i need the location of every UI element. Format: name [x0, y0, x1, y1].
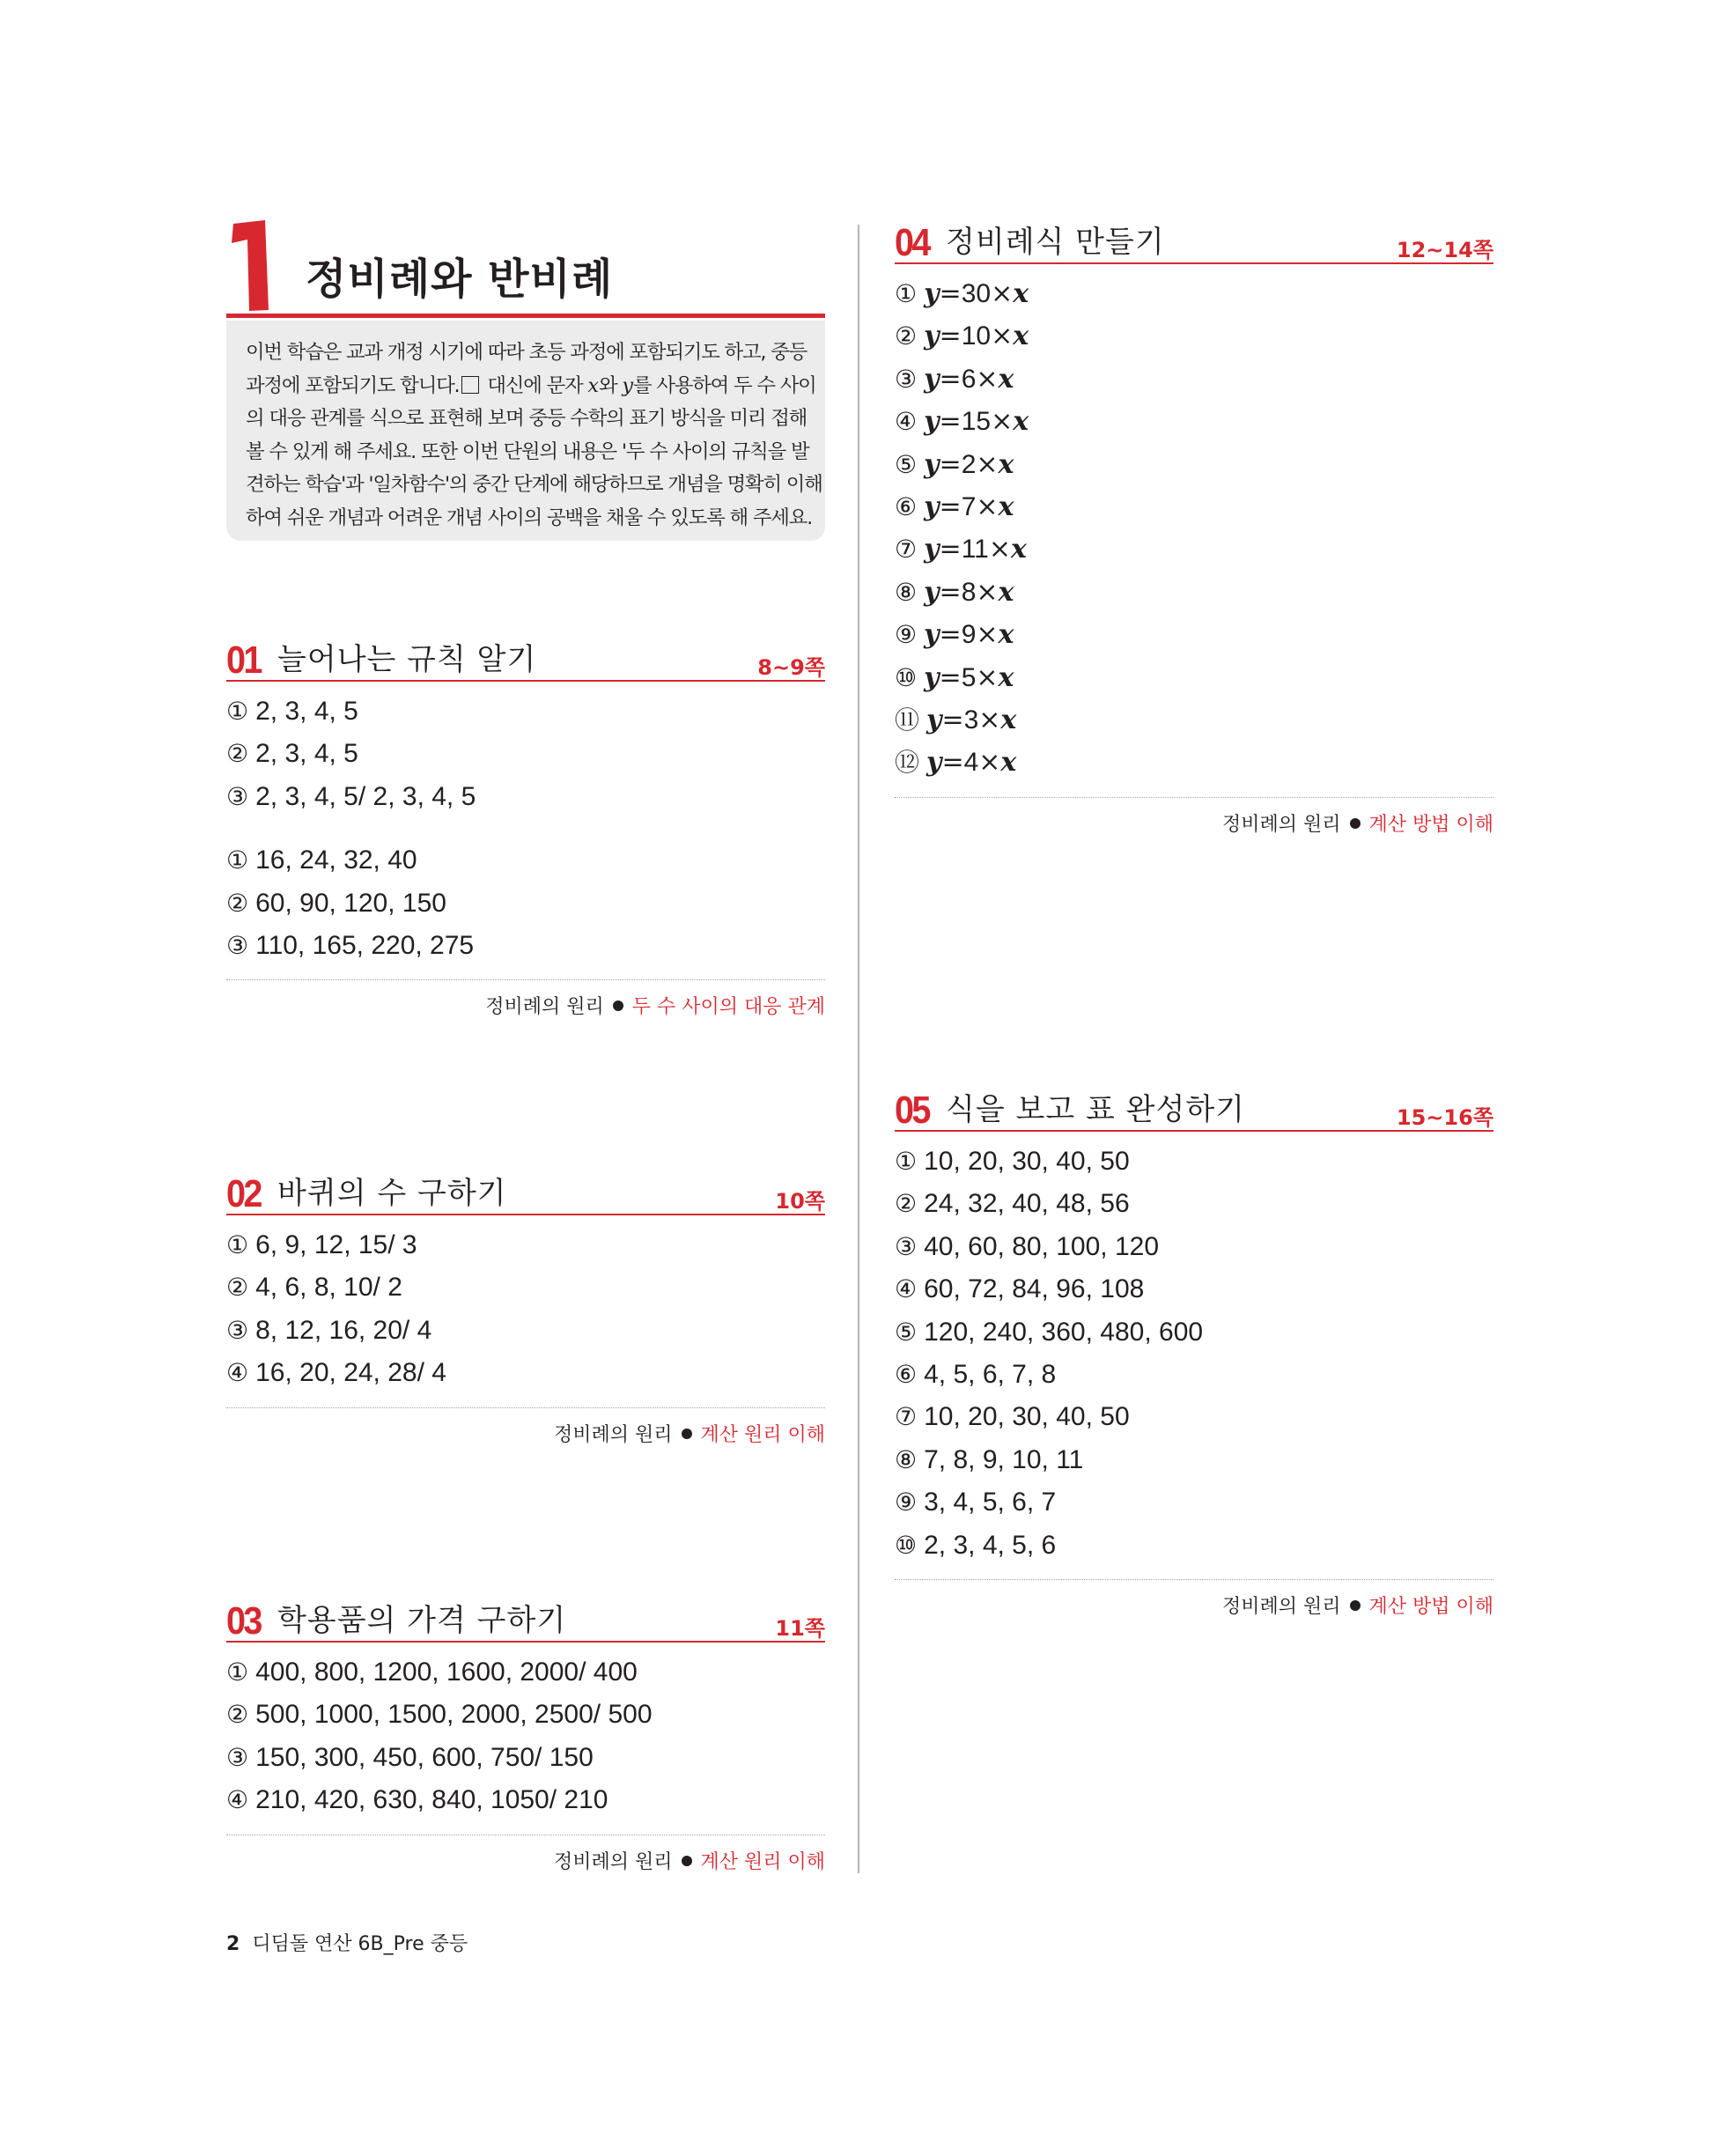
- section-footer: [895, 797, 1493, 837]
- footer-principle: 정비례의 원리: [553, 1850, 673, 1873]
- bullet-dot-icon: [613, 1000, 623, 1011]
- answer-item: ③ 2, 3, 4, 5/ 2, 3, 4, 5: [226, 781, 476, 811]
- answer-item: ④ y=15×x: [895, 406, 1029, 438]
- footer-topic: 계산 방법 이해: [1368, 813, 1493, 836]
- answer-item: ⑧ y=8×x: [895, 576, 1014, 608]
- intro-line: 하여 쉬운 개념과 어려운 개념 사이의 공백을 채울 수 있도록 해 주세요.: [246, 506, 813, 529]
- bullet-dot-icon: [1350, 1600, 1361, 1611]
- intro-line: 견하는 학습'과 '일차함수'의 중간 단계에 해당하므로 개념을 명확히 이해: [246, 473, 822, 496]
- answer-item: ⑨ 3, 4, 5, 6, 7: [895, 1488, 1057, 1517]
- section-number: 04: [895, 221, 929, 264]
- answer-item: ③ 110, 165, 220, 275: [226, 930, 475, 960]
- answer-item: ② 60, 90, 120, 150: [226, 888, 446, 918]
- answer-item: ② 500, 1000, 1500, 2000, 2500/ 500: [226, 1700, 653, 1730]
- answer-item: ⑤ 120, 240, 360, 480, 600: [895, 1317, 1204, 1347]
- answer-list: [226, 690, 825, 967]
- bullet-dot-icon: [682, 1856, 692, 1866]
- answer-item: ⑦ y=11×x: [895, 534, 1027, 565]
- answer-item: ⑧ 7, 8, 9, 10, 11: [895, 1444, 1084, 1474]
- section-04: [895, 220, 1493, 837]
- section-header: [895, 220, 1493, 264]
- section-03: [226, 1599, 825, 1874]
- section-header: [226, 638, 825, 682]
- answer-item: ② 2, 3, 4, 5: [226, 739, 358, 769]
- answer-item: ③ 8, 12, 16, 20/ 4: [226, 1315, 432, 1345]
- chapter-title: 정비례와 반비례: [306, 255, 614, 304]
- page-number: 2: [226, 1933, 240, 1955]
- answer-item: ② y=10×x: [895, 321, 1029, 352]
- section-footer: [226, 1835, 825, 1874]
- group-gap: [226, 818, 825, 839]
- section-number: 02: [226, 1172, 261, 1215]
- answer-item: ⑫ y=4×x: [895, 747, 1017, 779]
- answer-item: ④ 210, 420, 630, 840, 1050/ 210: [226, 1785, 608, 1815]
- blank-box-icon: [461, 376, 479, 394]
- footer-principle: 정비례의 원리: [485, 996, 604, 1019]
- chapter-number-graphic: [226, 220, 279, 313]
- answer-item: ⑥ y=7×x: [895, 491, 1014, 522]
- answer-item: ⑥ 4, 5, 6, 7, 8: [895, 1359, 1057, 1389]
- section-title: 식을 보고 표 완성하기: [946, 1092, 1246, 1127]
- answer-list: [895, 273, 1493, 785]
- section-02: [226, 1171, 825, 1447]
- chapter-heading: [226, 220, 825, 317]
- footer-topic: 두 수 사이의 대응 관계: [631, 996, 825, 1019]
- answer-item: ④ 16, 20, 24, 28/ 4: [226, 1358, 446, 1388]
- section-header: [226, 1599, 825, 1643]
- footer-principle: 정비례의 원리: [1221, 813, 1341, 836]
- section-number: 05: [895, 1089, 929, 1132]
- footer-topic: 계산 원리 이해: [700, 1423, 825, 1446]
- answer-item: ⑪ y=3×x: [895, 704, 1017, 735]
- page-footer: [226, 1929, 468, 1956]
- answer-item: ⑩ 2, 3, 4, 5, 6: [895, 1530, 1057, 1560]
- answer-item: ① 10, 20, 30, 40, 50: [895, 1147, 1130, 1176]
- footer-principle: 정비례의 원리: [553, 1423, 673, 1446]
- section-pages: 10쪽: [775, 1189, 825, 1214]
- intro-box: [226, 321, 825, 541]
- answer-list: [226, 1224, 825, 1395]
- answer-item: ③ y=6×x: [895, 363, 1014, 395]
- chapter-underline: [226, 314, 825, 318]
- section-header: [226, 1171, 825, 1215]
- section-01: [226, 638, 825, 1019]
- answer-item: ③ 40, 60, 80, 100, 120: [895, 1231, 1160, 1261]
- answer-item: ⑤ y=2×x: [895, 448, 1014, 480]
- bullet-dot-icon: [682, 1429, 692, 1439]
- answer-item: ② 24, 32, 40, 48, 56: [895, 1189, 1130, 1219]
- footer-topic: 계산 방법 이해: [1368, 1595, 1493, 1618]
- section-title: 바퀴의 수 구하기: [277, 1176, 507, 1211]
- section-title: 늘어나는 규칙 알기: [277, 642, 537, 677]
- answer-item: ① 16, 24, 32, 40: [226, 845, 417, 875]
- footer-topic: 계산 원리 이해: [700, 1850, 825, 1873]
- answer-item: ① 6, 9, 12, 15/ 3: [226, 1230, 417, 1259]
- answer-list: [226, 1651, 825, 1822]
- answer-item: ① y=30×x: [895, 278, 1029, 309]
- section-header: [895, 1088, 1493, 1132]
- section-pages: 11쪽: [775, 1616, 825, 1641]
- section-pages: 12~14쪽: [1396, 238, 1493, 262]
- book-title: 디딤돌 연산 6B_Pre 중등: [252, 1933, 468, 1955]
- answer-item: ② 4, 6, 8, 10/ 2: [226, 1273, 402, 1303]
- intro-line: 의 대응 관계를 식으로 표현해 보며 중등 수학의 표기 방식을 미리 접해: [246, 407, 808, 430]
- intro-line: 과정에 포함되기도 합니다. 대신에 문자 x와 y를 사용하여 두 수 사이: [246, 373, 816, 397]
- intro-line: 이번 학습은 교과 개정 시기에 따라 초등 과정에 포함되기도 하고, 중등: [246, 341, 808, 364]
- section-pages: 15~16쪽: [1396, 1105, 1493, 1130]
- answer-item: ⑨ y=9×x: [895, 619, 1014, 651]
- section-footer: [226, 979, 825, 1019]
- answer-item: ⑩ y=5×x: [895, 661, 1014, 693]
- section-footer: [226, 1407, 825, 1447]
- bullet-dot-icon: [1350, 818, 1361, 829]
- section-05: [895, 1088, 1493, 1619]
- answer-item: ① 2, 3, 4, 5: [226, 697, 358, 726]
- section-pages: 8~9쪽: [757, 655, 825, 680]
- answer-item: ① 400, 800, 1200, 1600, 2000/ 400: [226, 1658, 638, 1687]
- section-title: 학용품의 가격 구하기: [277, 1603, 567, 1638]
- answer-item: ④ 60, 72, 84, 96, 108: [895, 1274, 1145, 1304]
- intro-line: 볼 수 있게 해 주세요. 또한 이번 단원의 내용은 '두 수 사이의 규칙을 발: [246, 439, 809, 463]
- answer-item: ⑦ 10, 20, 30, 40, 50: [895, 1402, 1130, 1432]
- section-number: 01: [226, 639, 261, 682]
- footer-principle: 정비례의 원리: [1221, 1595, 1341, 1618]
- column-divider: [858, 225, 859, 1873]
- section-footer: [895, 1579, 1493, 1619]
- section-title: 정비례식 만들기: [946, 225, 1165, 260]
- answer-list: [895, 1141, 1493, 1567]
- section-number: 03: [226, 1599, 261, 1643]
- answer-item: ③ 150, 300, 450, 600, 750/ 150: [226, 1742, 594, 1772]
